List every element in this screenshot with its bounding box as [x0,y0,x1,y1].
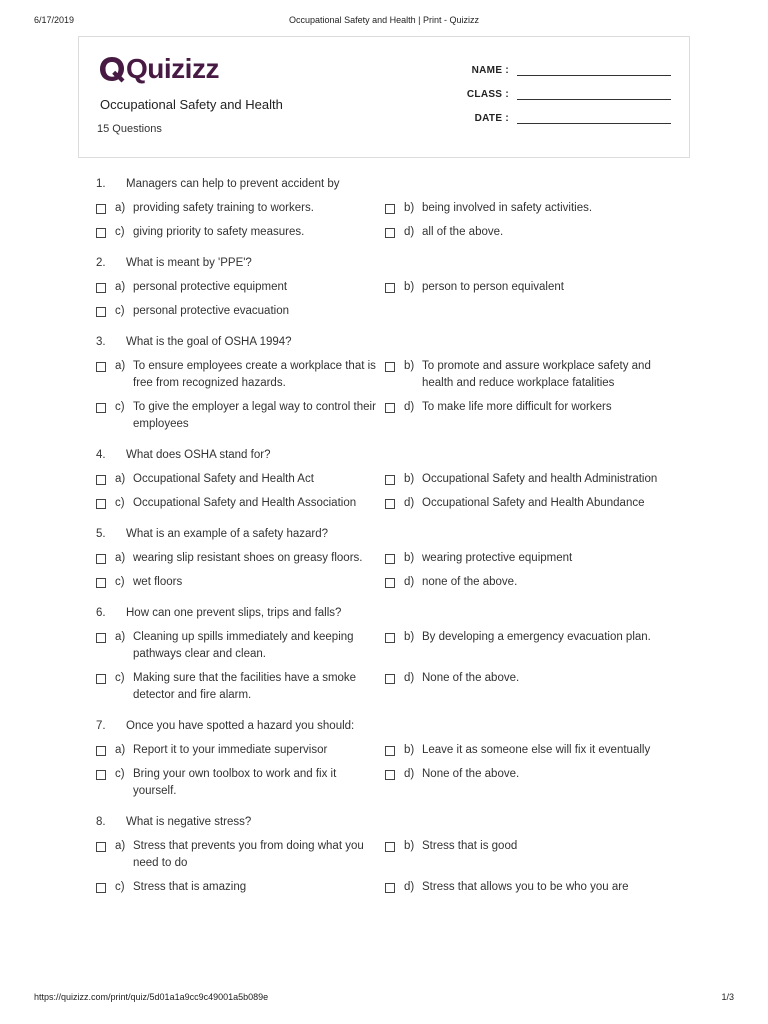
option-d[interactable] [385,399,685,433]
option-c[interactable] [96,879,385,896]
question-prompt [96,605,696,621]
option-label: a) [115,281,126,293]
question-text: How can one prevent slips, trips and falls? [126,607,342,619]
print-title: Occupational Safety and Health | Print - Quizizz [289,15,479,25]
question-text: What is the goal of OSHA 1994? [126,336,292,348]
checkbox[interactable] [385,204,395,214]
checkbox[interactable] [96,362,106,372]
checkbox[interactable] [385,499,395,509]
option-a[interactable] [96,279,385,296]
checkbox[interactable] [96,842,106,852]
question-text: Once you have spotted a hazard you should: [126,720,355,732]
option-text: Stress that is good [422,840,518,852]
name-label: NAME : [471,65,509,76]
checkbox[interactable] [96,578,106,588]
option-label: a) [115,202,126,214]
option-label: a) [115,360,126,372]
option-grid [96,550,696,591]
question-number: 2. [96,257,106,269]
quizizz-logo [97,53,219,85]
option-a[interactable] [96,838,385,872]
option-grid [96,200,696,241]
option-d[interactable] [385,879,685,896]
option-text: wearing protective equipment [422,552,573,564]
print-header [34,15,734,29]
question-prompt [96,526,696,542]
logo-text: Quizizz [126,53,219,84]
option-b[interactable] [385,550,685,567]
question-7 [96,718,696,800]
checkbox[interactable] [385,883,395,893]
option-text: being involved in safety activities. [422,202,593,214]
option-text: all of the above. [422,226,504,238]
option-label: d) [404,401,415,413]
option-text: Bring your own toolbox to work and fix it yourself. [133,768,337,797]
question-number: 6. [96,607,106,619]
option-label: d) [404,576,415,588]
option-c[interactable] [96,670,385,704]
checkbox[interactable] [96,204,106,214]
option-label: d) [404,768,415,780]
checkbox[interactable] [96,633,106,643]
quiz-title: Occupational Safety and Health [100,97,283,112]
question-4 [96,447,696,512]
option-b[interactable] [385,279,685,296]
checkbox[interactable] [385,475,395,485]
print-date: 6/17/2019 [34,15,75,25]
option-label: b) [404,281,415,293]
option-text: wet floors [133,576,183,588]
option-d[interactable] [385,574,685,591]
question-1 [96,176,696,241]
option-b[interactable] [385,471,685,488]
option-label: a) [115,552,126,564]
option-text: To promote and assure workplace safety and health and reduce workplace fatalities [422,360,651,389]
option-d[interactable] [385,670,685,704]
checkbox[interactable] [96,283,106,293]
date-line[interactable] [517,111,671,124]
option-c[interactable] [96,766,385,800]
option-label: d) [404,497,415,509]
checkbox[interactable] [96,499,106,509]
class-field [439,87,671,100]
option-label: c) [115,881,125,893]
option-c[interactable] [96,303,385,320]
option-text: Occupational Safety and Health Act [133,473,314,485]
option-label: d) [404,226,415,238]
option-label: a) [115,840,126,852]
option-label: c) [115,672,125,684]
question-text: What does OSHA stand for? [126,449,271,461]
option-text: Cleaning up spills immediately and keeping pathways clear and clean. [133,631,354,660]
option-c[interactable] [96,574,385,591]
question-number: 3. [96,336,106,348]
option-text: personal protective equipment [133,281,288,293]
option-grid [96,358,696,433]
option-label: a) [115,744,126,756]
question-number: 1. [96,178,106,190]
option-label: b) [404,631,415,643]
question-text: What is negative stress? [126,816,252,828]
option-label: b) [404,840,415,852]
option-b[interactable] [385,629,685,663]
option-grid [96,838,696,896]
option-label: c) [115,497,125,509]
option-a[interactable] [96,629,385,663]
quiz-header-box [78,36,690,158]
option-b[interactable] [385,358,685,392]
option-a[interactable] [96,200,385,217]
option-label: d) [404,672,415,684]
question-number: 7. [96,720,106,732]
checkbox[interactable] [385,578,395,588]
option-text: personal protective evacuation [133,305,289,317]
print-footer [34,992,734,1006]
question-list [96,176,696,910]
question-prompt [96,447,696,463]
question-5 [96,526,696,591]
print-url: https://quizizz.com/print/quiz/5d01a1a9cc9c49001a5b089e [34,992,269,1002]
checkbox[interactable] [96,770,106,780]
option-text: None of the above. [422,672,520,684]
question-3 [96,334,696,433]
option-text: By developing a emergency evacuation plan. [422,631,651,643]
option-text: Report it to your immediate supervisor [133,744,328,756]
option-text: To make life more difficult for workers [422,401,612,413]
checkbox[interactable] [96,674,106,684]
option-d[interactable] [385,766,685,800]
option-text: None of the above. [422,768,520,780]
question-number: 4. [96,449,106,461]
option-label: a) [115,473,126,485]
checkbox[interactable] [96,746,106,756]
checkbox[interactable] [96,307,106,317]
option-text: To give the employer a legal way to control their employees [133,401,376,430]
question-8 [96,814,696,896]
option-text: person to person equivalent [422,281,564,293]
option-text: none of the above. [422,576,518,588]
option-text: Stress that prevents you from doing what you need to do [133,840,364,869]
question-text: What is meant by 'PPE'? [126,257,252,269]
checkbox[interactable] [385,842,395,852]
question-number: 5. [96,528,106,540]
question-count: 15 Questions [97,123,162,135]
question-6 [96,605,696,704]
checkbox[interactable] [385,228,395,238]
option-d[interactable] [385,495,685,512]
option-label: b) [404,360,415,372]
checkbox[interactable] [96,883,106,893]
date-label: DATE : [474,113,509,124]
name-field [439,63,671,76]
page-number: 1/3 [721,992,734,1002]
option-text: giving priority to safety measures. [133,226,305,238]
option-a[interactable] [96,550,385,567]
option-text: wearing slip resistant shoes on greasy floors. [133,552,363,564]
option-text: Leave it as someone else will fix it eventually [422,744,651,756]
option-label: c) [115,305,125,317]
option-label: c) [115,226,125,238]
option-a[interactable] [96,358,385,392]
checkbox[interactable] [385,554,395,564]
option-text: Making sure that the facilities have a smoke detector and fire alarm. [133,672,357,701]
option-b[interactable] [385,200,685,217]
question-prompt [96,814,696,830]
option-label: b) [404,202,415,214]
option-a[interactable] [96,742,385,759]
question-prompt [96,718,696,734]
quizizz-q-icon [97,54,127,84]
date-field [439,111,671,124]
checkbox[interactable] [385,746,395,756]
option-label: b) [404,744,415,756]
option-grid [96,279,696,320]
class-label: CLASS : [466,89,509,100]
option-label: c) [115,401,125,413]
name-line[interactable] [517,63,671,76]
checkbox[interactable] [96,475,106,485]
option-label: b) [404,552,415,564]
option-grid [96,742,696,800]
question-prompt [96,255,696,271]
question-prompt [96,334,696,350]
checkbox[interactable] [96,403,106,413]
option-text: Stress that allows you to be who you are [422,881,629,893]
option-label: c) [115,576,125,588]
option-grid [96,629,696,704]
checkbox[interactable] [385,770,395,780]
question-prompt [96,176,696,192]
class-line[interactable] [517,87,671,100]
question-2 [96,255,696,320]
option-label: d) [404,881,415,893]
option-text: Occupational Safety and health Administration [422,473,658,485]
option-text: To ensure employees create a workplace that is free from recognized hazards. [133,360,376,389]
checkbox[interactable] [385,674,395,684]
option-text: Occupational Safety and Health Association [133,497,357,509]
question-text: What is an example of a safety hazard? [126,528,328,540]
option-label: c) [115,768,125,780]
checkbox[interactable] [385,403,395,413]
option-b[interactable] [385,742,685,759]
option-label: b) [404,473,415,485]
option-c[interactable] [96,224,385,241]
checkbox[interactable] [385,362,395,372]
option-text: providing safety training to workers. [133,202,314,214]
option-text: Occupational Safety and Health Abundance [422,497,645,509]
checkbox[interactable] [96,228,106,238]
option-text: Stress that is amazing [133,881,247,893]
option-c[interactable] [96,495,385,512]
option-c[interactable] [96,399,385,433]
option-grid [96,471,696,512]
option-d[interactable] [385,224,685,241]
option-b[interactable] [385,838,685,872]
question-number: 8. [96,816,106,828]
checkbox[interactable] [385,633,395,643]
option-a[interactable] [96,471,385,488]
question-text: Managers can help to prevent accident by [126,178,340,190]
option-label: a) [115,631,126,643]
checkbox[interactable] [385,283,395,293]
checkbox[interactable] [96,554,106,564]
